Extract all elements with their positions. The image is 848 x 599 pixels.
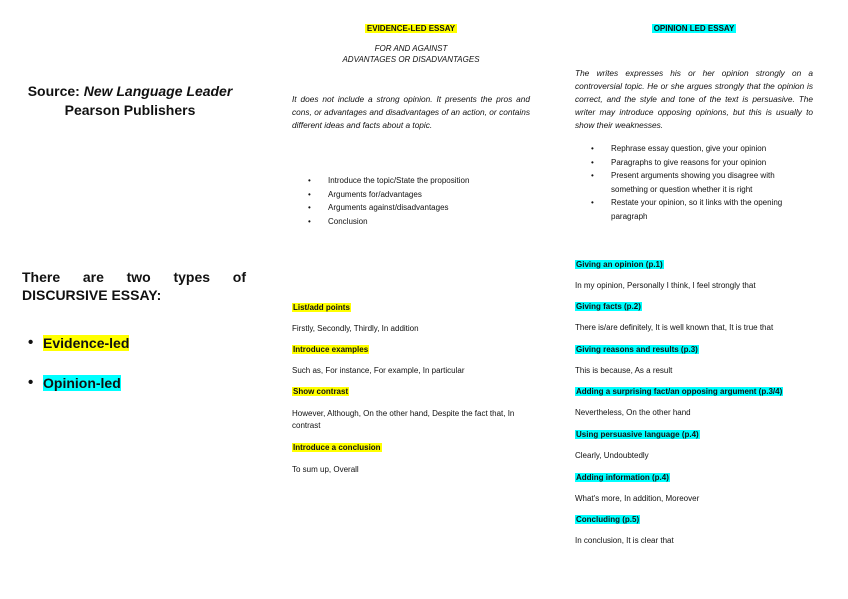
phrase-label xyxy=(292,386,530,398)
phrase-label-text: Adding information (p.4) xyxy=(576,473,669,482)
type-opinion-led: Opinion-led xyxy=(43,375,121,391)
evidence-structure-list xyxy=(292,174,530,228)
phrase-label xyxy=(575,301,813,313)
list-item: • Arguments against/disadvantages xyxy=(292,201,530,215)
opinion-description: The writes expresses his or her opinion strongly on a controversial topic. He or she argues strongly that the opinion is correct, and the style and tone of the text is persuasive. The writer may introduce opposing opinions, but this is usually to show their weaknesses. xyxy=(575,68,813,130)
opinion-title xyxy=(575,23,813,34)
phrase-label xyxy=(575,429,813,441)
phrase-examples: Firstly, Secondly, Thirdly, In addition xyxy=(292,324,419,333)
source-prefix: Source: xyxy=(27,83,84,99)
list-item: • Rephrase essay question, give your opinion xyxy=(575,142,813,156)
source-publisher: Pearson Publishers xyxy=(64,102,196,118)
phrase-label xyxy=(575,514,813,526)
source-book-title: New Language Leader xyxy=(83,83,233,99)
list-item xyxy=(28,333,129,373)
evidence-subtitle-1: FOR AND AGAINST xyxy=(374,44,448,53)
intro-word: There xyxy=(22,269,61,285)
evidence-subtitle-2: ADVANTAGES OR DISADVANTAGES xyxy=(342,55,480,64)
phrase-label-text: Giving facts (p.2) xyxy=(576,302,641,311)
phrase-label-text: Concluding (p.5) xyxy=(576,515,640,524)
opinion-structure-list xyxy=(575,142,813,223)
phrase-label-text: Giving reasons and results (p.3) xyxy=(576,345,698,354)
intro-line-1 xyxy=(22,268,246,286)
phrase-label-text: Adding a surprising fact/an opposing argument (p.3/4) xyxy=(576,387,783,396)
phrase-label-text: Introduce examples xyxy=(293,345,369,354)
phrase-examples: What's more, In addition, Moreover xyxy=(575,494,700,503)
essay-types-intro xyxy=(22,268,246,304)
phrase-examples: There is/are definitely, It is well known that, It is true that xyxy=(575,323,774,332)
source-line xyxy=(20,82,240,101)
phrase-label-text: List/add points xyxy=(293,303,350,312)
list-item: • Conclusion xyxy=(292,215,530,229)
list-item xyxy=(28,373,129,413)
phrase-label-text: Giving an opinion (p.1) xyxy=(576,260,663,269)
type-evidence-led: Evidence-led xyxy=(43,335,130,351)
phrase-examples: In my opinion, Personally I think, I feel strongly that xyxy=(575,281,756,290)
intro-word: are xyxy=(82,269,104,285)
phrase-label xyxy=(575,472,813,484)
source-citation xyxy=(20,82,240,120)
intro-word: types xyxy=(173,269,211,285)
phrase-examples: To sum up, Overall xyxy=(292,465,359,474)
phrase-examples: Nevertheless, On the other hand xyxy=(575,408,691,417)
evidence-title xyxy=(292,23,530,34)
list-item: • Present arguments showing you disagree with something or question whether it is right xyxy=(575,169,813,196)
list-item: • Arguments for/advantages xyxy=(292,188,530,202)
list-item: • Restate your opinion, so it links with the opening paragraph xyxy=(575,196,813,223)
phrase-examples: In conclusion, It is clear that xyxy=(575,536,674,545)
evidence-subtitle xyxy=(292,43,530,65)
phrase-label xyxy=(575,344,813,356)
phrase-examples: This is because, As a result xyxy=(575,366,673,375)
phrase-label xyxy=(575,386,813,398)
essay-types-list xyxy=(28,333,129,413)
intro-line-2: DISCURSIVE ESSAY: xyxy=(22,287,162,303)
phrase-label-text: Show contrast xyxy=(293,387,349,396)
phrase-label xyxy=(575,259,813,271)
phrase-label-text: Introduce a conclusion xyxy=(293,443,381,452)
opinion-title-text: OPINION LED ESSAY xyxy=(653,24,735,33)
phrase-examples: Such as, For instance, For example, In particular xyxy=(292,366,465,375)
intro-word: two xyxy=(126,269,151,285)
list-item: • Paragraphs to give reasons for your opinion xyxy=(575,156,813,170)
phrase-label xyxy=(292,302,530,314)
phrase-examples: However, Although, On the other hand, Despite the fact that, In contrast xyxy=(292,409,515,430)
intro-word: of xyxy=(232,269,246,285)
phrase-label xyxy=(292,344,530,356)
evidence-description: It does not include a strong opinion. It presents the pros and cons, or advantages and disadvantages of an action, or contains different ideas and facts about a topic. xyxy=(292,94,530,130)
phrase-examples: Clearly, Undoubtedly xyxy=(575,451,649,460)
evidence-title-text: EVIDENCE-LED ESSAY xyxy=(366,24,456,33)
phrase-label xyxy=(292,442,530,454)
phrase-label-text: Using persuasive language (p.4) xyxy=(576,430,699,439)
list-item: • Introduce the topic/State the proposition xyxy=(292,174,530,188)
